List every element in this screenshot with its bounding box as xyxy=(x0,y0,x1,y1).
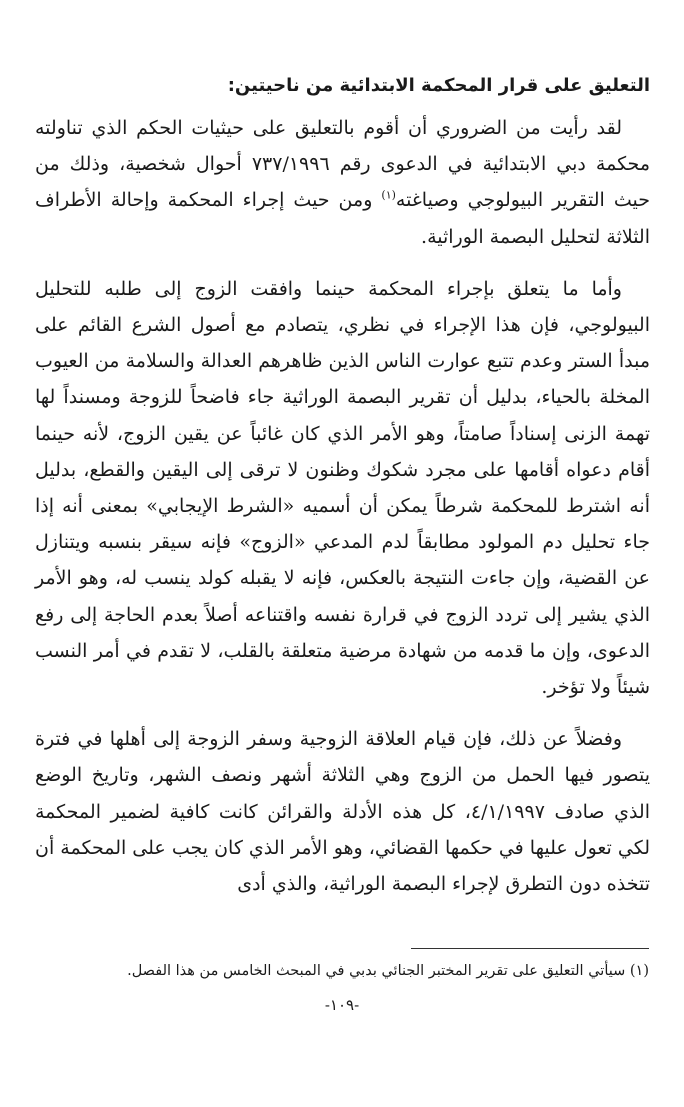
section-heading: التعليق على قرار المحكمة الابتدائية من ناحيتين: xyxy=(227,75,650,96)
paragraph-3: وفضلاً عن ذلك، فإن قيام العلاقة الزوجية وسفر الزوجة إلى أهلها في فترة يتصور فيها الحمل من الزوج وهي الثلاثة أشهر ونصف الشهر، وتاريخ الوضع الذي صادف ٤/١/١٩٩٧، كل هذه الأدلة والقرائن كانت كافية لضمير المحكمة لكي تعول عليها في حكمها القضائي، وهو الأمر الذي كان يجب على المحكمة أن تتخذه دون التطرق لإجراء البصمة الوراثية، والذي أدى xyxy=(35,728,650,896)
footnote-reference[interactable]: (١) xyxy=(381,189,396,203)
paragraph-1-text-a: لقد رأيت من الضروري أن أقوم بالتعليق على حيثيات الحكم الذي تناولته محكمة دبي الابتدائية في الدعوى رقم ٧٣٧/١٩٩٦ أحوال شخصية، وذلك من حيث التقرير البيولوجي وصياغته xyxy=(35,117,650,212)
paragraph-1 xyxy=(35,110,650,255)
page-number: -١٠٩- xyxy=(324,996,360,1014)
footnote-divider xyxy=(411,948,649,949)
footnote: (١) سيأتي التعليق على تقرير المختبر الجنائي بدبي في المبحث الخامس من هذا الفصل. xyxy=(127,963,649,979)
paragraph-1-text-b: ومن حيث إجراء المحكمة وإحالة الأطراف الثلاثة لتحليل البصمة الوراثية. xyxy=(35,189,650,248)
paragraph-2: وأما ما يتعلق بإجراء المحكمة حينما وافقت الزوج إلى طلبه للتحليل البيولوجي، فإن هذا الإجراء في نظري، يتصادم مع أصول الشرع القائم على مبدأ الستر وعدم تتبع عوارت الناس الذين ظاهرهم العدالة والسلامة من العيوب المخلة بالحياء، بدليل أن تقرير البصمة الوراثية جاء فاضحاً للزوجة ومسنداً لها تهمة الزنى إسناداً صامتاً، وهو الأمر الذي كان غائباً عن يقين الزوج، لأنه حينما أقام دعواه أقامها على مجرد شكوك وظنون لا ترقى إلى اليقين والقطع، بدليل أنه اشترط للمحكمة شرطاً يمكن أن أسميه «الشرط الإيجابي» بمعنى أنه إذا جاء تحليل دم المولود مطابقاً لدم المدعي «الزوج» فإنه سيقر بنسبه ويتنازل عن القضية، وإن جاءت النتيجة بالعكس، فإنه لا يقبله كولد ينسب له، وهو الأمر الذي يشير إلى تردد الزوج في قرارة نفسه واقتناعه أصلاً بعدم الحاجة إلى رفع الدعوى، وإن ما قدمه من شهادة مرضية متعلقة بالقلب، لا تقدم في أمر النسب شيئاً ولا تؤخر. xyxy=(35,277,650,699)
page-body xyxy=(35,68,650,918)
